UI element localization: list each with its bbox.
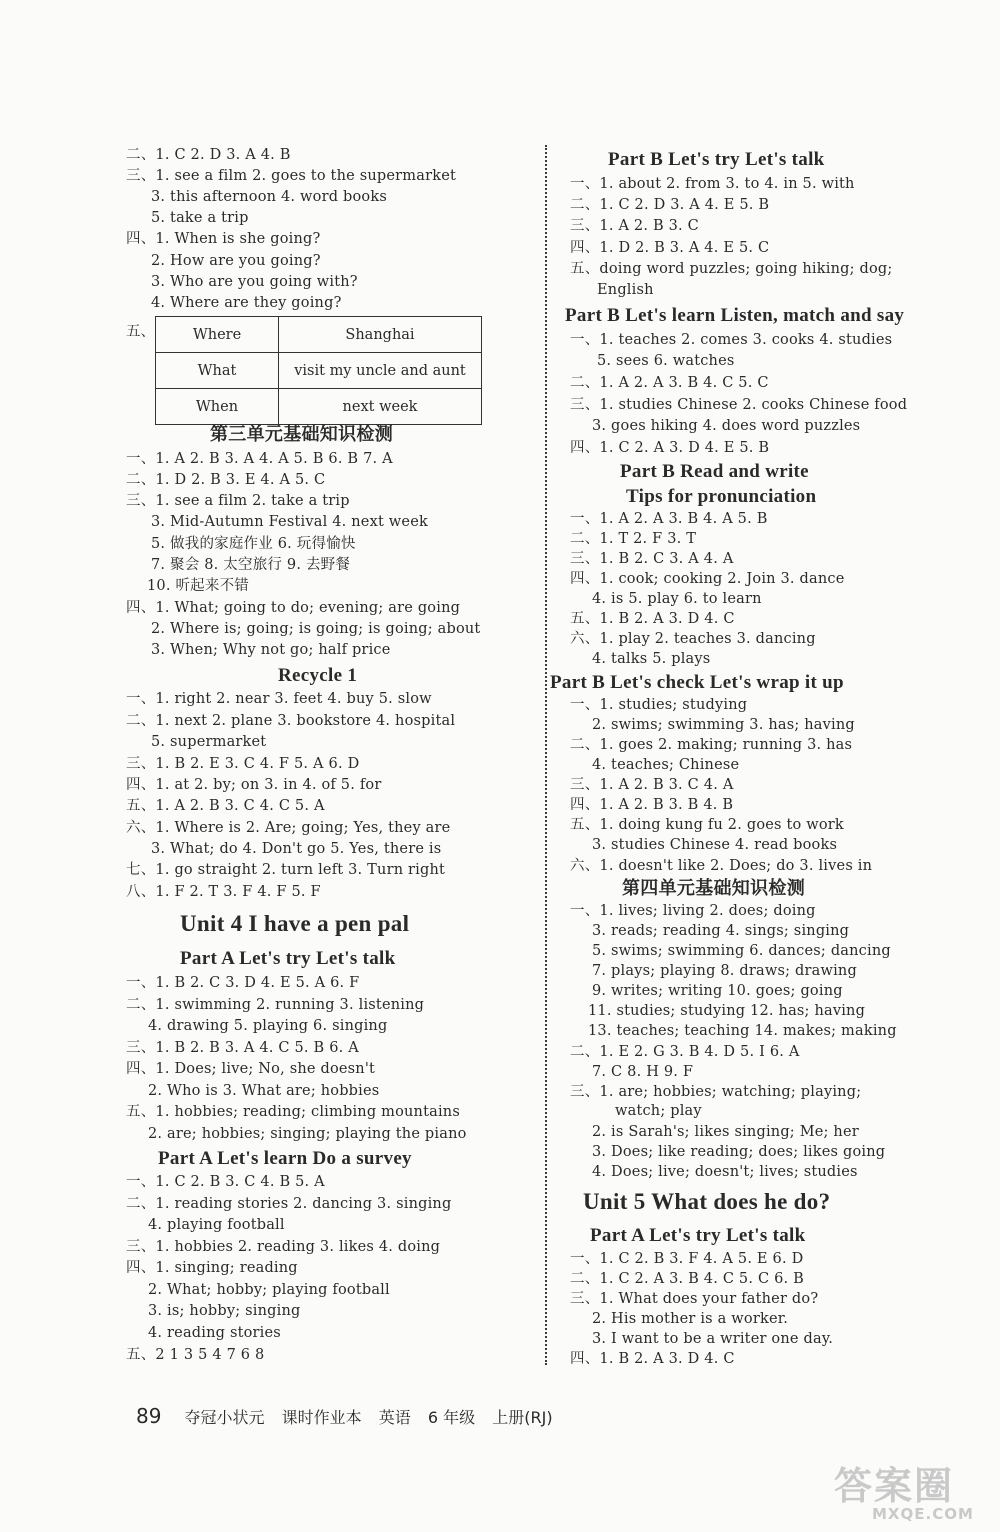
answer-line: 三、1. hobbies 2. reading 3. likes 4. doing	[126, 1239, 441, 1255]
table-row	[156, 353, 482, 389]
answer-line: 3. reads; reading 4. sings; singing	[592, 923, 850, 939]
answer-line: 二、1. C 2. D 3. A 4. B	[126, 147, 291, 163]
series-title: 夺冠小状元	[184, 1408, 265, 1427]
answer-line: 5. sees 6. watches	[597, 353, 735, 369]
unit-heading: Unit 4 I have a pen pal	[180, 911, 410, 936]
answer-line: English	[597, 282, 654, 298]
column-divider	[545, 145, 547, 1365]
answer-line: 4. drawing 5. playing 6. singing	[148, 1018, 388, 1034]
table-cell: Where	[156, 317, 279, 353]
answer-line: 三、1. B 2. C 3. A 4. A	[570, 551, 734, 567]
answer-line: 4. talks 5. plays	[592, 651, 711, 667]
answer-line: 四、1. cook; cooking 2. Join 3. dance	[570, 571, 845, 587]
answer-line: 一、1. A 2. A 3. B 4. A 5. B	[570, 511, 768, 527]
answer-line: 六、1. doesn't like 2. Does; do 3. lives in	[570, 858, 873, 874]
answer-line: 二、1. E 2. G 3. B 4. D 5. I 6. A	[570, 1044, 800, 1060]
answer-line: 一、1. lives; living 2. does; doing	[570, 903, 816, 919]
answer-line: 三、1. A 2. B 3. C 4. A	[570, 777, 734, 793]
answer-line: 七、1. go straight 2. turn left 3. Turn right	[126, 862, 446, 878]
watermark-logo	[828, 1455, 993, 1527]
answer-line: 八、1. F 2. T 3. F 4. F 5. F	[126, 884, 321, 900]
answer-line: 四、1. C 2. A 3. D 4. E 5. B	[570, 440, 770, 456]
answer-line: 三、1. are; hobbies; watching; playing;	[570, 1084, 862, 1100]
answer-line: 六、1. play 2. teaches 3. dancing	[570, 631, 816, 647]
table-cell: When	[156, 389, 279, 425]
answer-line: 四、1. singing; reading	[126, 1260, 298, 1276]
answer-line: 五、1. doing kung fu 2. goes to work	[570, 817, 844, 833]
answer-line: 3. Does; like reading; does; likes going	[592, 1144, 886, 1160]
answer-line: 四、1. When is she going?	[126, 231, 321, 247]
section-heading: Part B Let's learn Listen, match and say	[565, 305, 905, 326]
answer-line: 四、1. A 2. B 3. B 4. B	[570, 797, 734, 813]
page-number: 89	[136, 1404, 162, 1428]
answer-line: 11. studies; studying 12. has; having	[588, 1003, 866, 1019]
answer-line: 四、1. Does; live; No, she doesn't	[126, 1061, 376, 1077]
answer-line: 四、1. at 2. by; on 3. in 4. of 5. for	[126, 777, 382, 793]
answer-line: 一、1. right 2. near 3. feet 4. buy 5. slow	[126, 691, 432, 707]
answer-line: 4. teaches; Chinese	[592, 757, 740, 773]
section-heading: 第三单元基础知识检测	[210, 424, 393, 445]
page-footer	[136, 1404, 565, 1428]
answer-line: 4. Where are they going?	[151, 295, 342, 311]
answer-line: 二、1. T 2. F 3. T	[570, 531, 697, 547]
answer-line: 三、1. see a film 2. goes to the supermarket	[126, 168, 457, 184]
answer-line: 3. When; Why not go; half price	[151, 642, 391, 658]
answer-line: 二、1. next 2. plane 3. bookstore 4. hospital	[126, 713, 456, 729]
subject: 英语	[378, 1408, 411, 1427]
answer-line: 7. 聚会 8. 太空旅行 9. 去野餐	[151, 557, 351, 573]
answer-line: 一、1. A 2. B 3. A 4. A 5. B 6. B 7. A	[126, 451, 393, 467]
answer-line: 二、1. C 2. A 3. B 4. C 5. C 6. B	[570, 1271, 804, 1287]
section-heading: Part A Let's try Let's talk	[180, 948, 396, 969]
watermark-url: MXQE.COM	[872, 1505, 974, 1523]
answer-line: 3. is; hobby; singing	[148, 1303, 301, 1319]
answer-line: 一、1. studies; studying	[570, 697, 748, 713]
answer-line: 3. goes hiking 4. does word puzzles	[592, 418, 861, 434]
answer-line: 一、1. C 2. B 3. F 4. A 5. E 6. D	[570, 1251, 804, 1267]
watermark-text: 答案圈	[834, 1464, 955, 1508]
answer-line: 7. plays; playing 8. draws; drawing	[592, 963, 857, 979]
answer-line: 二、1. A 2. A 3. B 4. C 5. C	[570, 375, 769, 391]
answer-line: watch; play	[615, 1103, 702, 1119]
answer-line: 2. swims; swimming 3. has; having	[592, 717, 855, 733]
answer-line: 五、1. B 2. A 3. D 4. C	[570, 611, 735, 627]
answer-line: 3. I want to be a writer one day.	[592, 1331, 834, 1347]
answer-line: 三、1. see a film 2. take a trip	[126, 493, 350, 509]
section-subheading: Tips for pronunciation	[626, 486, 817, 507]
answer-line: 三、1. B 2. E 3. C 4. F 5. A 6. D	[126, 756, 360, 772]
answer-line: 9. writes; writing 10. goes; going	[592, 983, 843, 999]
answer-line: 一、1. C 2. B 3. C 4. B 5. A	[126, 1174, 325, 1190]
section-heading: 第四单元基础知识检测	[622, 878, 805, 899]
answer-line: 7. C 8. H 9. F	[592, 1064, 694, 1080]
answer-line: 二、1. C 2. D 3. A 4. E 5. B	[570, 197, 770, 213]
answer-line: 一、1. B 2. C 3. D 4. E 5. A 6. F	[126, 975, 360, 991]
table-cell: next week	[279, 389, 482, 425]
answer-line: 3. Who are you going with?	[151, 274, 358, 290]
answer-line: 5. 做我的家庭作业 6. 玩得愉快	[151, 536, 356, 552]
answer-line: 一、1. teaches 2. comes 3. cooks 4. studies	[570, 332, 893, 348]
section-heading: Part B Read and write	[620, 461, 809, 482]
answer-line: 四、1. What; going to do; evening; are going	[126, 600, 461, 616]
answer-line: 二、1. swimming 2. running 3. listening	[126, 997, 425, 1013]
table-cell: Shanghai	[279, 317, 482, 353]
answer-line: 二、1. goes 2. making; running 3. has	[570, 737, 853, 753]
answer-line: 5. swims; swimming 6. dances; dancing	[592, 943, 891, 959]
answer-line: 13. teaches; teaching 14. makes; making	[588, 1023, 897, 1039]
table-row	[156, 389, 482, 425]
answer-line: 4. reading stories	[148, 1325, 281, 1341]
answer-line: 三、1. studies Chinese 2. cooks Chinese food	[570, 397, 908, 413]
grade: 6 年级	[427, 1408, 476, 1427]
section-heading: Recycle 1	[278, 665, 358, 686]
section-label: 五、	[126, 324, 155, 340]
section-heading: Part A Let's try Let's talk	[590, 1225, 806, 1246]
answer-line: 2. His mother is a worker.	[592, 1311, 789, 1327]
answer-line: 2. is Sarah's; likes singing; Me; her	[592, 1124, 859, 1140]
answer-line: 3. studies Chinese 4. read books	[592, 837, 838, 853]
answer-line: 六、1. Where is 2. Are; going; Yes, they are	[126, 820, 451, 836]
answer-line: 5. supermarket	[151, 734, 267, 750]
table-cell: What	[156, 353, 279, 389]
answer-line: 五、1. A 2. B 3. C 4. C 5. A	[126, 798, 325, 814]
answer-line: 2. are; hobbies; singing; playing the piano	[148, 1126, 467, 1142]
answer-line: 2. How are you going?	[151, 253, 321, 269]
answer-line: 3. Mid-Autumn Festival 4. next week	[151, 514, 428, 530]
answer-line: 10. 听起来不错	[147, 578, 249, 594]
answer-line: 五、doing word puzzles; going hiking; dog;	[570, 261, 893, 277]
answer-line: 三、1. What does your father do?	[570, 1291, 819, 1307]
answer-line: 3. What; do 4. Don't go 5. Yes, there is	[151, 841, 442, 857]
answer-line: 三、1. A 2. B 3. C	[570, 218, 699, 234]
answer-line: 一、1. about 2. from 3. to 4. in 5. with	[570, 176, 855, 192]
volume: 上册(RJ)	[492, 1408, 553, 1427]
answer-table	[155, 316, 482, 425]
answer-line: 2. Who is 3. What are; hobbies	[148, 1083, 380, 1099]
section-heading: Part B Let's check Let's wrap it up	[550, 672, 844, 693]
book-title: 课时作业本	[281, 1408, 362, 1427]
answer-line: 二、1. reading stories 2. dancing 3. singing	[126, 1196, 452, 1212]
section-heading: Part A Let's learn Do a survey	[158, 1148, 412, 1169]
answer-line: 四、1. B 2. A 3. D 4. C	[570, 1351, 735, 1367]
answer-line: 4. is 5. play 6. to learn	[592, 591, 762, 607]
table-cell: visit my uncle and aunt	[279, 353, 482, 389]
answer-line: 3. this afternoon 4. word books	[151, 189, 387, 205]
answer-line: 三、1. B 2. B 3. A 4. C 5. B 6. A	[126, 1040, 359, 1056]
answer-line: 4. playing football	[148, 1217, 285, 1233]
section-heading: Part B Let's try Let's talk	[608, 149, 825, 170]
answer-line: 二、1. D 2. B 3. E 4. A 5. C	[126, 472, 326, 488]
answer-line: 4. Does; live; doesn't; lives; studies	[592, 1164, 858, 1180]
answer-line: 四、1. D 2. B 3. A 4. E 5. C	[570, 240, 770, 256]
answer-line: 2. Where is; going; is going; is going; about	[151, 621, 481, 637]
answer-line: 五、1. hobbies; reading; climbing mountains	[126, 1104, 460, 1120]
answer-line: 五、2 1 3 5 4 7 6 8	[126, 1347, 265, 1363]
answer-line: 2. What; hobby; playing football	[148, 1282, 390, 1298]
unit-heading: Unit 5 What does he do?	[583, 1189, 831, 1214]
answer-line: 5. take a trip	[151, 210, 249, 226]
table-row	[156, 317, 482, 353]
